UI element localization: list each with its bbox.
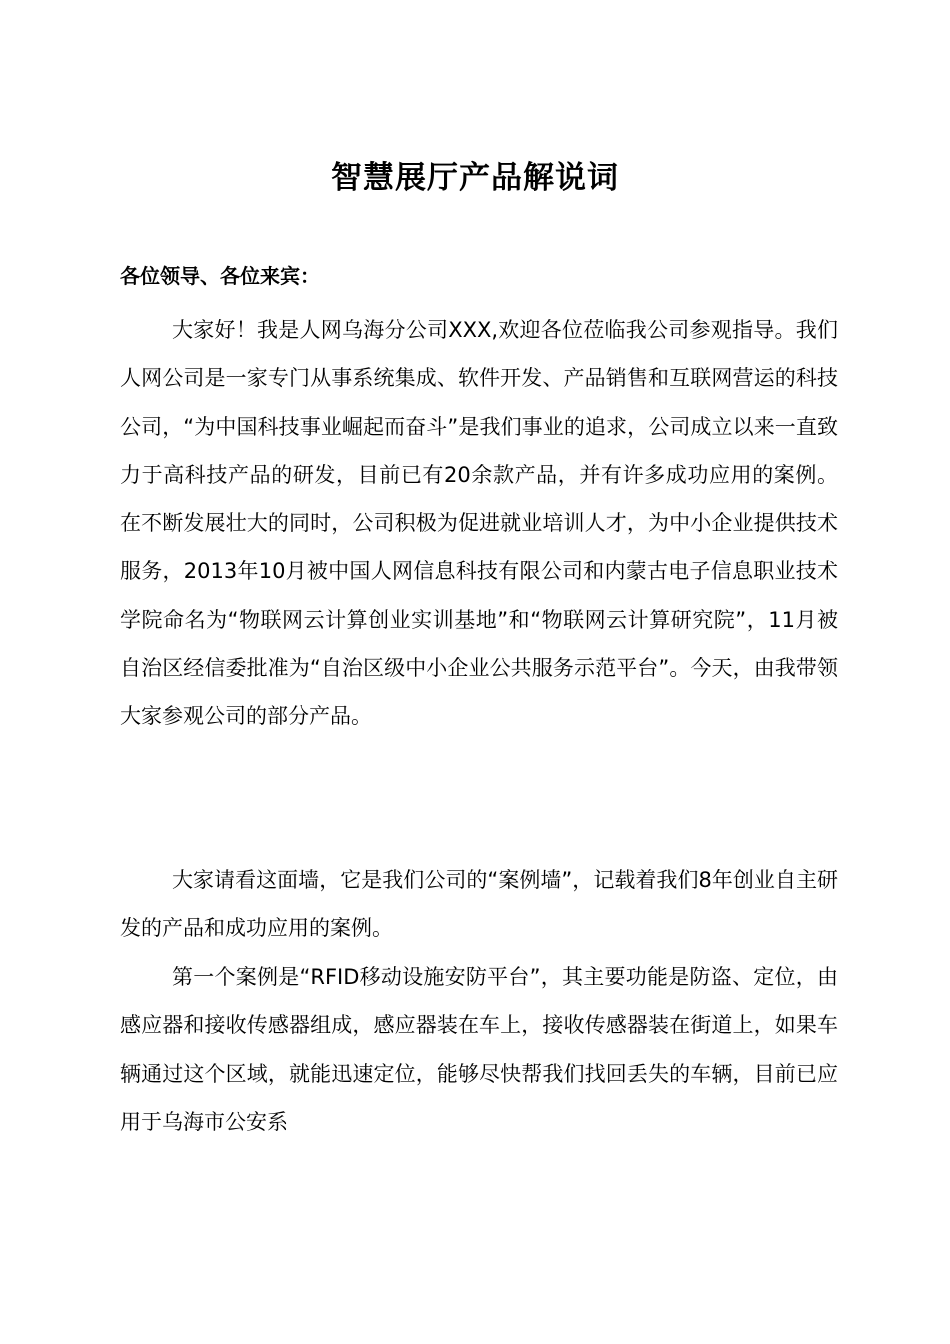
- paragraph-intro: 大家好！我是人网乌海分公司XXX,欢迎各位莅临我公司参观指导。我们人网公司是一家专门从事系统集成、软件开发、产品销售和互联网营运的科技公司，“为中国科技事业崛起而奋斗”是我们事业的追求，公司成立以来一直致力于高科技产品的研发，目前已有20余款产品，并有许多成功应用的案例。在不断发展壮大的同时，公司积极为促进就业培训人才，为中小企业提供技术服务，2013年10月被中国人网信息科技有限公司和内蒙古电子信息职业技术学院命名为“物联网云计算创业实训基地”和“物联网云计算研究院”，11月被自治区经信委批准为“自治区级中小企业公共服务示范平台”。今天，由我带领大家参观公司的部分产品。: [120, 318, 838, 729]
- paragraph-case-wall: 大家请看这面墙，它是我们公司的“案例墙”，记载着我们8年创业自主研发的产品和成功应用的案例。: [120, 868, 838, 941]
- salutation: 各位领导、各位来宾：: [120, 264, 320, 288]
- document-title: 智慧展厅产品解说词: [331, 160, 619, 196]
- paragraph-first-case: 第一个案例是“RFID移动设施安防平台”，其主要功能是防盗、定位，由感应器和接收传感器组成，感应器装在车上，接收传感器装在街道上，如果车辆通过这个区域，就能迅速定位，能够尽快帮我们找回丢失的车辆，目前已应用于乌海市公安系: [120, 965, 838, 1134]
